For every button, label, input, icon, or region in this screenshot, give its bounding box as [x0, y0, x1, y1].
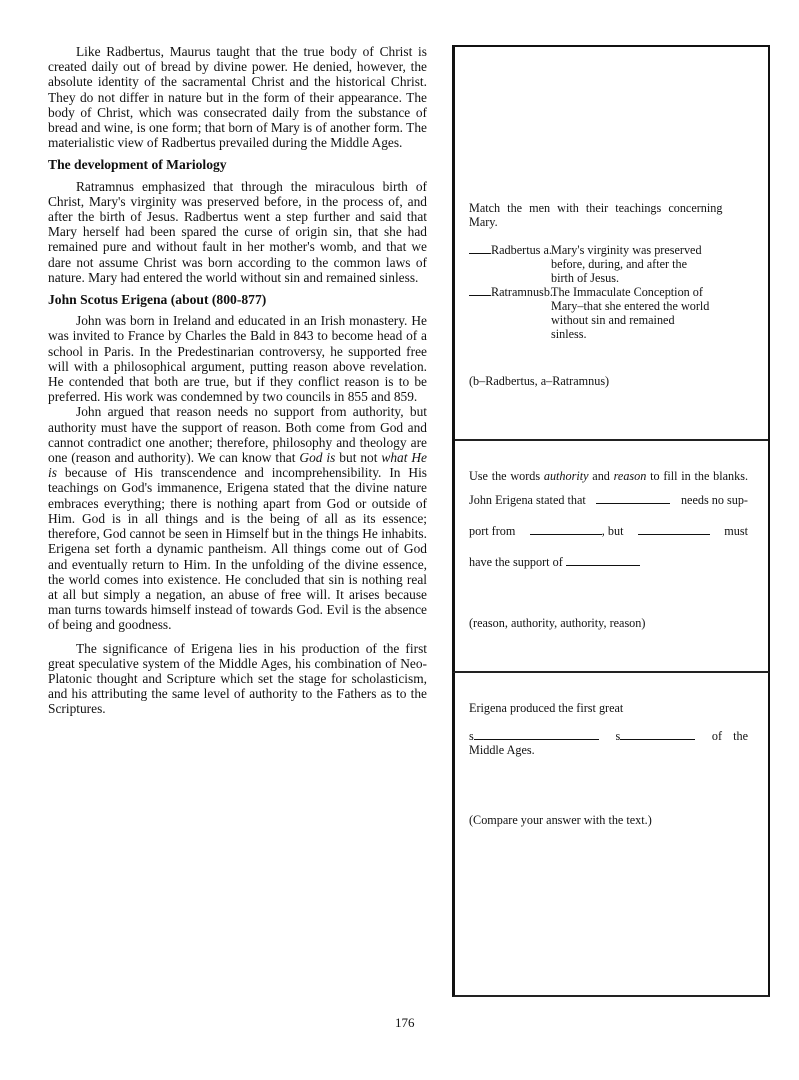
page-number: 176 [395, 1015, 415, 1030]
paragraph-erigena-bio: John was born in Ireland and educated in an Irish monastery. He was invited to France by Charles the Bald in 843 to become head of a school in Paris. In the Predestinarian controversy, he supported free will with a philosophical argument, putting reason above revelation. He contended that both are true, but if they conflict reason is to be preferred. His work was condemned by two councils in 855 and 859. [48, 313, 427, 405]
frame-2-prompt: Use the words authority and reason to fill in the blanks. [469, 469, 748, 483]
heading-mariology: The development of Mariology [48, 157, 227, 173]
paragraph-erigena-significance: The significance of Erigena lies in his production of the first great speculative system of the Middle Ages, his combination of Neo-Platonic thought and Scripture which set the stage for scholasticism, and his attributing the same level of authority to the Fathers as to the Scriptures. [48, 640, 427, 717]
fill-line-2: port from , but must [469, 524, 748, 538]
blank-3[interactable] [638, 524, 710, 535]
paragraph-ratramnus: Ratramnus emphasized that through the miraculous birth of Christ, Mary's virginity was preserved before, in the process of, and after the birth of Jesus. Radbertus went a step further and said that Mary herself had been spared the curse of origin sin, that she had remained pure and without fault in her mother's womb, and that we dare not assume Christ was born according to the common laws of nature. Mary had entered the world without sin and remained sinless. [48, 178, 427, 285]
frame-1-prompt: Match the men with their teachings concerning Mary. [469, 201, 723, 229]
paragraph-erigena-reason: John argued that reason needs no support from authority, but authority must have the support of reason. Both come from God and cannot contradict one another; therefore, philosophy and theology are one (reason and authority). We can know that God is but not what He is because of His transcendence and incomprehensibility. In His teachings on God's immanence, Erigena stated that the divine nature embraces everything; there is nothing apart from God or outside of Him. God is in all things and is the being of all as its essence; therefore, God cannot be seen in Himself but in the things He inhabits. Erigena set forth a dynamic pantheism. All things come out of God and eventually return to Him. In the unfolding of the divine essence, the world comes into existence. He concluded that sin is nothing real at all but simply a negation, an abuse of free will. It arises because man turns towards himself instead of towards God. Evil is the absence of being and goodness. [48, 404, 428, 633]
fill-line-middle-ages: Middle Ages. [469, 743, 535, 757]
heading-erigena: John Scotus Erigena (about (800-877) [48, 292, 267, 308]
frame-3-fill-blanks [452, 673, 770, 997]
matching-list [469, 243, 748, 341]
blank-2[interactable] [530, 524, 602, 535]
answer-blank[interactable] [469, 243, 491, 254]
paragraph-maurus: Like Radbertus, Maurus taught that the true body of Christ is created daily out of bread by divine power. He denied, however, the absolute identity of the sacramental Christ and the historical Christ. They do not differ in nature but in the form of their appearance. The body of Christ, which was consecrated daily from the substance of bread and wine, is one form; that born of Mary is of another form. The materialistic view of Radbertus prevailed during the Middle Ages. [48, 44, 427, 151]
blank-system[interactable] [620, 729, 695, 740]
frame-2-answer: (reason, authority, authority, reason) [469, 616, 646, 630]
frame-2-fill-blanks [452, 439, 770, 673]
blank-1[interactable] [596, 493, 670, 504]
frame-3-prompt: Erigena produced the first great [469, 701, 624, 715]
fill-line-s: s s of the [469, 729, 748, 743]
frame-1-matching [452, 45, 770, 441]
fill-line-3: have the support of [469, 555, 748, 569]
match-item-radbertus: Radbertus a. Mary's virginity was preserved before, during, and after the birth of Jesus. [469, 243, 748, 285]
blank-speculative[interactable] [474, 729, 599, 740]
frame-3-answer: (Compare your answer with the text.) [469, 813, 652, 827]
answer-blank[interactable] [469, 285, 491, 296]
match-item-ratramnus: Ratramnusb. The Immaculate Conception of Mary–that she entered the world without sin and remained sinless. [469, 285, 748, 341]
fill-line-1: John Erigena stated that needs no sup- [469, 493, 748, 507]
frame-1-answer: (b–Radbertus, a–Ratramnus) [469, 374, 610, 388]
blank-4[interactable] [566, 555, 640, 566]
main-text-column [48, 44, 427, 717]
